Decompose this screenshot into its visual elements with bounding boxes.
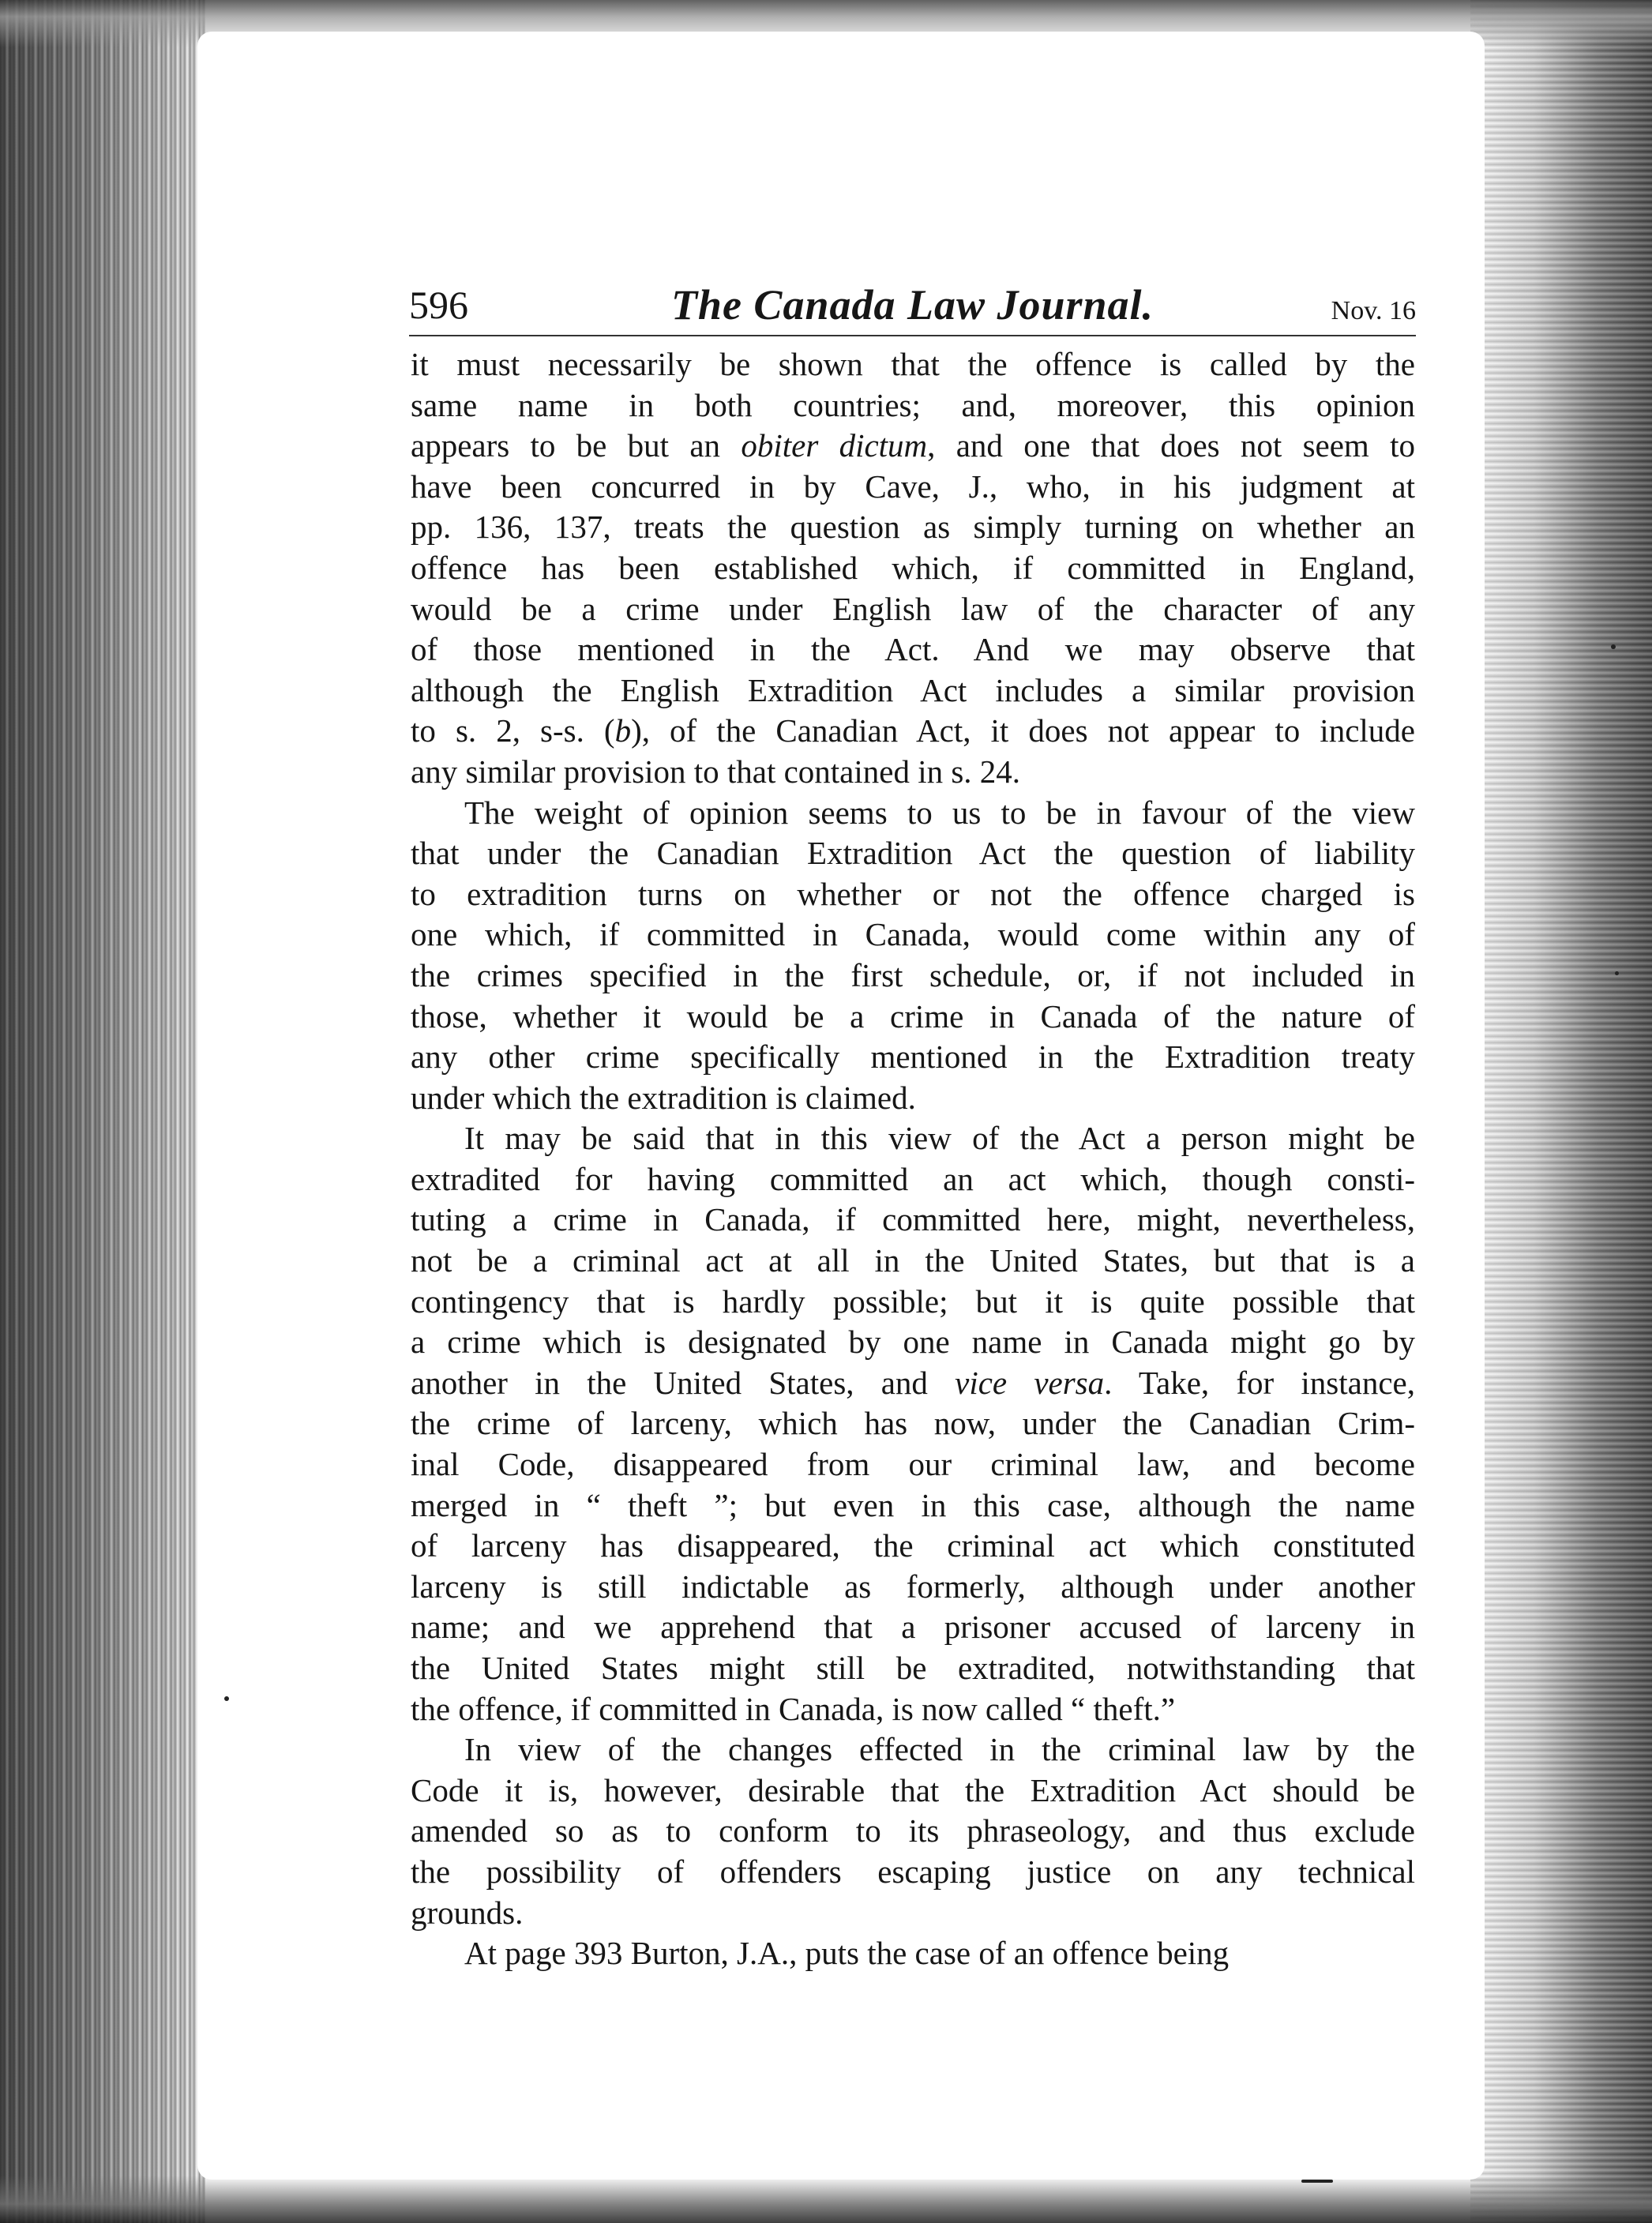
text-line: have been concurred in by Cave, J., who, in his judgment at [411, 468, 1415, 505]
text-line: it must necessarily be shown that the offence is called by the [411, 346, 1415, 382]
paragraph-first-line: In view of the changes effected in the criminal law by the [464, 1731, 1415, 1768]
text-line: Code it is, however, desirable that the Extradition Act should be [411, 1771, 1415, 1808]
text-line: appears to be but an obiter dictum, and one that does not seem to [411, 427, 1415, 464]
text-line: same name in both countries; and, moreover, this opinion [411, 386, 1415, 423]
text-line: merged in “ theft ”; but even in this case, although the name [411, 1486, 1415, 1523]
scan-speck [224, 1696, 229, 1701]
page-number: 596 [409, 283, 468, 327]
header-rule [409, 335, 1416, 336]
italic-phrase: vice versa [955, 1364, 1105, 1401]
italic-phrase: obiter dictum [741, 427, 928, 464]
italic-phrase: b [614, 712, 632, 749]
text-line: pp. 136, 137, treats the question as simply turning on whether an [411, 509, 1415, 546]
text-line: under which the extradition is claimed. [411, 1079, 916, 1116]
scan-speck [1615, 971, 1619, 975]
text-line: inal Code, disappeared from our criminal law, and become [411, 1446, 1415, 1483]
text-line: the offence, if committed in Canada, is now called “ theft.” [411, 1690, 1176, 1727]
scan-speck [1301, 2180, 1333, 2183]
text-line: tuting a crime in Canada, if committed here, might, nevertheless, [411, 1201, 1415, 1238]
text-line: the possibility of offenders escaping justice on any technical [411, 1853, 1415, 1890]
text-line: of larceny has disappeared, the criminal act which constituted [411, 1527, 1415, 1564]
text-line: the crimes specified in the first schedule, or, if not included in [411, 956, 1415, 993]
paragraph-first-line: It may be said that in this view of the Act a person might be [464, 1120, 1415, 1157]
paragraph-first-line: The weight of opinion seems to us to be in favour of the view [464, 794, 1415, 831]
text-line: grounds. [411, 1894, 524, 1931]
text-line: any similar provision to that contained in s. 24. [411, 753, 1021, 790]
running-title: The Canada Law Journal. [670, 281, 1155, 329]
text-line: those, whether it would be a crime in Canada of the nature of [411, 997, 1415, 1035]
issue-date: Nov. 16 [1331, 296, 1416, 325]
text-line: not be a criminal act at all in the United States, but that is a [411, 1242, 1415, 1279]
text-line: a crime which is designated by one name in Canada might go by [411, 1324, 1415, 1361]
text-line: the crime of larceny, which has now, under the Canadian Crim- [411, 1405, 1415, 1442]
paragraph-first-line: At page 393 Burton, J.A., puts the case of an offence being [464, 1935, 1230, 1972]
text-line: another in the United States, and vice versa. Take, for instance, [411, 1364, 1415, 1401]
text-line: of those mentioned in the Act. And we may observe that [411, 631, 1415, 668]
page-header [409, 275, 1416, 335]
text-line: that under the Canadian Extradition Act the question of liability [411, 835, 1415, 872]
scan-right-edge [1470, 0, 1652, 2223]
text-line: contingency that is hardly possible; but it is quite possible that [411, 1282, 1415, 1320]
text-line: to s. 2, s-s. (b), of the Canadian Act, it does not appear to include [411, 712, 1415, 749]
text-line: amended so as to conform to its phraseology, and thus exclude [411, 1812, 1415, 1849]
text-line: the United States might still be extradited, notwithstanding that [411, 1650, 1415, 1686]
text-line: to extradition turns on whether or not the offence charged is [411, 875, 1415, 912]
scan-speck [1611, 644, 1616, 649]
text-line: any other crime specifically mentioned in the Extradition treaty [411, 1038, 1415, 1076]
text-line: offence has been established which, if committed in England, [411, 549, 1415, 586]
text-line: one which, if committed in Canada, would come within any of [411, 916, 1415, 953]
text-line: larceny is still indictable as formerly, although under another [411, 1568, 1415, 1605]
article-body [411, 344, 1415, 1974]
text-line: would be a crime under English law of the character of any [411, 590, 1415, 627]
scan-bottom-edge [0, 2176, 1652, 2223]
scan-left-edge [0, 0, 205, 2223]
text-line: extradited for having committed an act which, though consti- [411, 1160, 1415, 1197]
text-line: name; and we apprehend that a prisoner accused of larceny in [411, 1609, 1415, 1646]
text-line: although the English Extradition Act includes a similar provision [411, 671, 1415, 708]
